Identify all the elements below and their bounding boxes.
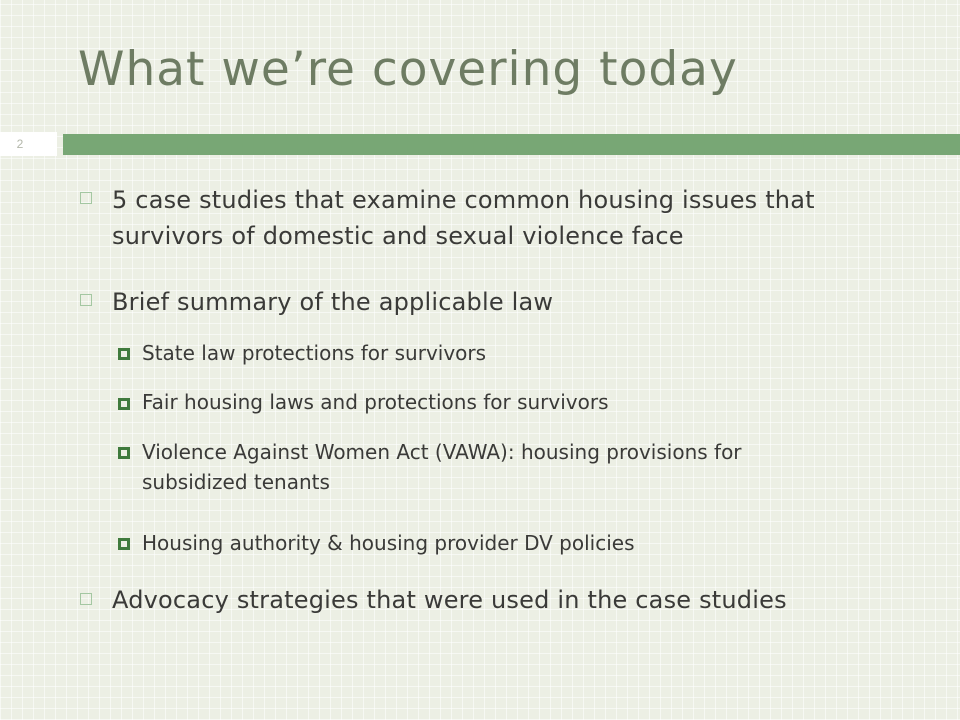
sub-bullet-vawa: Violence Against Women Act (VAWA): housing provisions for subsidized tenants	[142, 440, 742, 494]
filled-square-icon	[118, 538, 130, 550]
bullet-advocacy: Advocacy strategies that were used in the case studies	[112, 586, 787, 614]
bullet-case-studies: 5 case studies that examine common housing issues that survivors of domestic and sexual violence face	[112, 186, 815, 250]
hollow-square-icon	[80, 593, 92, 605]
hollow-square-icon	[80, 192, 92, 204]
slide-title: What we’re covering today	[78, 42, 738, 97]
sub-bullet-state-law: State law protections for survivors	[142, 341, 487, 365]
filled-square-icon	[118, 447, 130, 459]
hollow-square-icon	[80, 294, 92, 306]
filled-square-icon	[118, 398, 130, 410]
sub-bullet-dv-policies: Housing authority & housing provider DV policies	[142, 531, 635, 555]
filled-square-icon	[118, 348, 130, 360]
slide-number: 2	[16, 137, 24, 151]
sub-bullet-fair-housing: Fair housing laws and protections for survivors	[142, 390, 609, 414]
bullet-law-summary: Brief summary of the applicable law	[112, 288, 554, 316]
